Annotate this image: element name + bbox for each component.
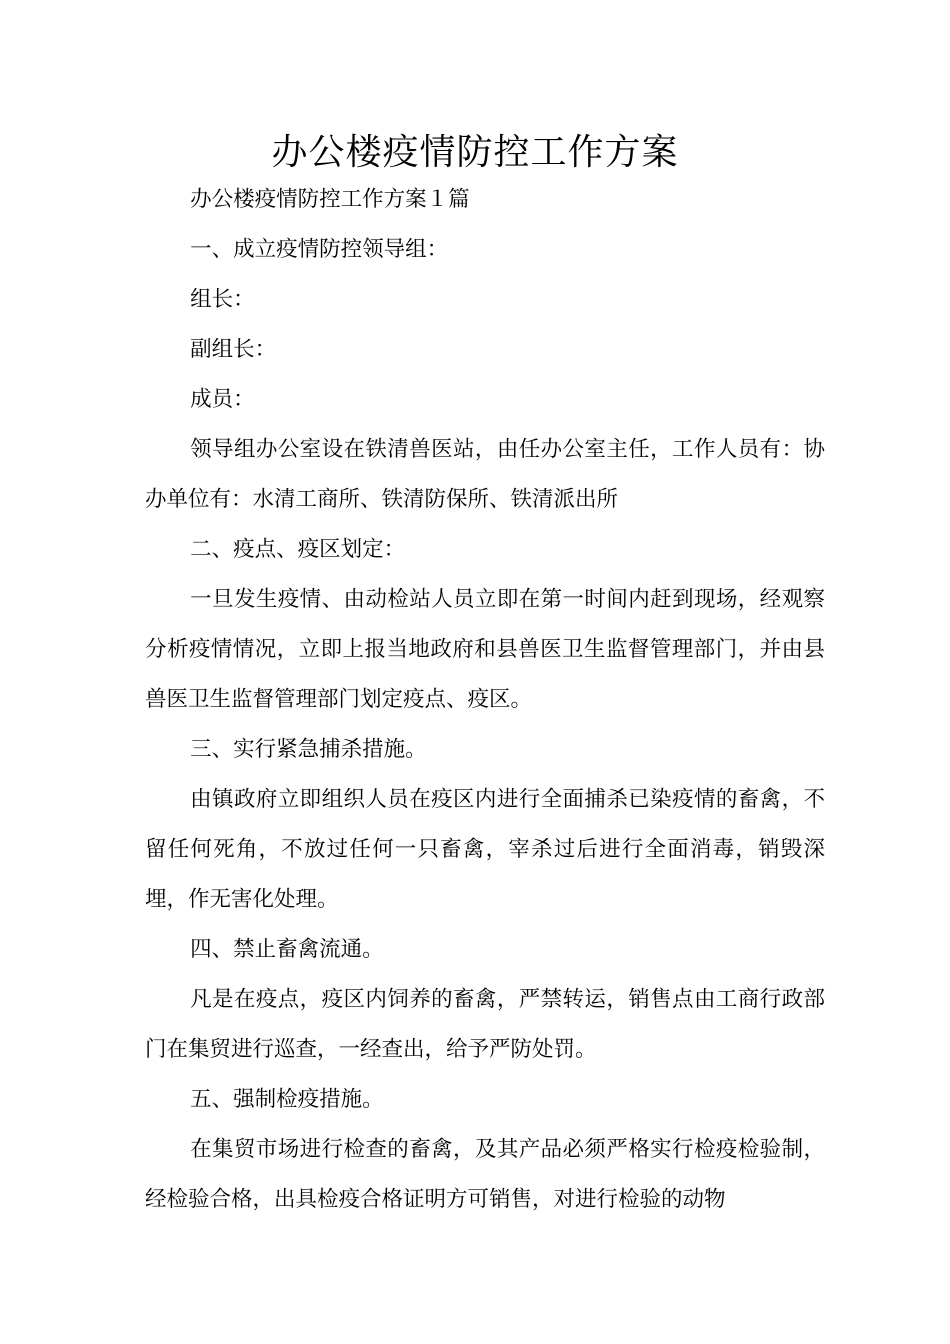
role-leader: 组长： (190, 287, 255, 312)
section-heading-1: 一、成立疫情防控领导组： (190, 237, 449, 262)
section-4-paragraph: 凡是在疫点，疫区内饲养的畜禽，严禁转运，销售点由工商行政部门在集贸进行巡查，一经查出，给予严防处罚。 (145, 987, 825, 1062)
role-members: 成员： (190, 387, 255, 412)
section-heading-5: 五、强制检疫措施。 (190, 1087, 384, 1112)
section-heading-4: 四、禁止畜禽流通。 (190, 937, 384, 962)
section-heading-2: 二、疫点、疫区划定： (190, 537, 406, 562)
section-2-paragraph: 一旦发生疫情、由动检站人员立即在第一时间内赶到现场，经观察分析疫情情况，立即上报当地政府和县兽医卫生监督管理部门，并由县兽医卫生监督管理部门划定疫点、疫区。 (145, 587, 825, 712)
document-body (145, 175, 825, 1225)
section-5-paragraph: 在集贸市场进行检查的畜禽，及其产品必须严格实行检疫检验制，经检验合格，出具检疫合格证明方可销售，对进行检验的动物 (145, 1137, 825, 1212)
section-3-paragraph: 由镇政府立即组织人员在疫区内进行全面捕杀已染疫情的畜禽，不留任何死角，不放过任何一只畜禽，宰杀过后进行全面消毒，销毁深埋，作无害化处理。 (145, 787, 825, 912)
office-paragraph: 领导组办公室设在铁清兽医站，由任办公室主任，工作人员有：协办单位有：水清工商所、铁清防保所、铁清派出所 (145, 437, 825, 512)
role-deputy-leader: 副组长： (190, 337, 277, 362)
section-heading-3: 三、实行紧急捕杀措施。 (190, 737, 427, 762)
subtitle-paragraph: 办公楼疫情防控工作方案１篇 (190, 187, 470, 212)
document-title: 办公楼疫情防控工作方案 (271, 132, 679, 173)
